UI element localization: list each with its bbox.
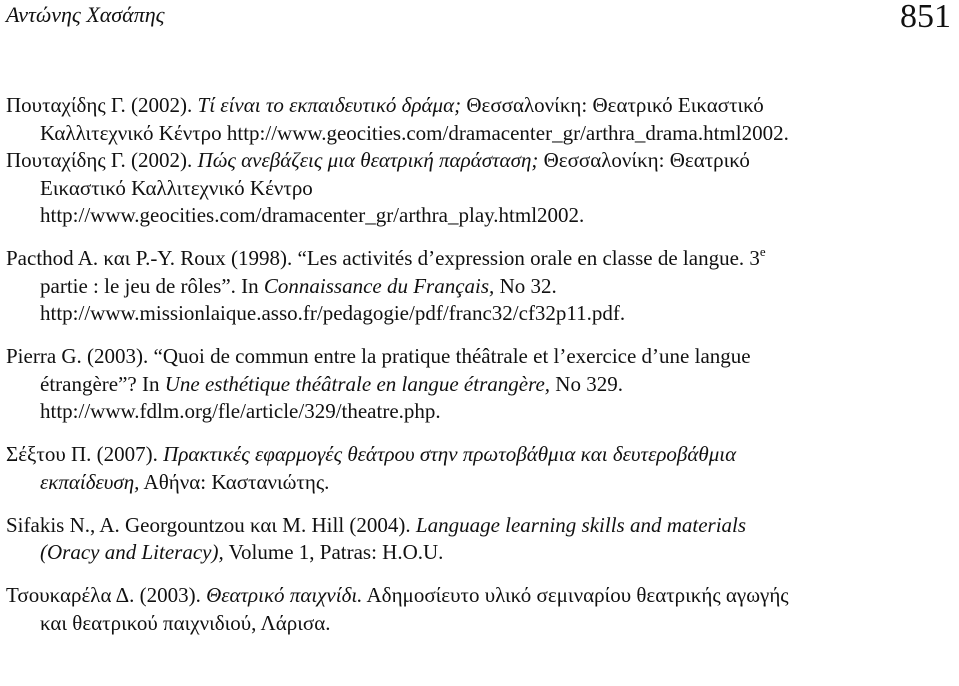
reference-list (6, 92, 951, 637)
ref-text: Αθήνα: Καστανιώτης. (139, 469, 330, 494)
ref-title: Θεατρικό παιχνίδι. (206, 583, 363, 607)
ref-text: Πουταχίδης Γ. (2002). (6, 148, 198, 172)
ref-title: Πώς ανεβάζεις μια θεατρική παράσταση; (197, 148, 539, 172)
ref-title: Connaissance du Français, (263, 273, 495, 298)
reference-poutachidis-drama (6, 92, 951, 147)
ref-text: και θεατρικού παιχνιδιού, Λάρισα. (40, 610, 331, 635)
ref-title: εκπαίδευση, (40, 469, 140, 494)
ref-text: Sifakis N., A. Georgountzou και M. Hill (2004). (6, 512, 416, 537)
ref-text: Θεσσαλονίκη: Θεατρικό Εικαστικό (461, 93, 764, 117)
ref-text: Pierra G. (2003). “Quoi de commun entre la pratique théâtrale et l’exercice d’une langue (6, 344, 751, 368)
running-header-author: Αντώνης Χασάπης (6, 2, 165, 27)
ref-text: Αδημοσίευτο υλικό σεμιναρίου θεατρικής αγωγής (362, 583, 789, 607)
ref-url: http://www.fdlm.org/fle/article/329/theatre.php. (40, 399, 441, 423)
reference-pierra (6, 343, 951, 426)
ref-text: Σέξτου Π. (2007). (6, 442, 164, 466)
ref-text: Εικαστικό Καλλιτεχνικό Κέντρο (40, 175, 313, 200)
ref-text: Τσουκαρέλα Δ. (2003). (6, 583, 207, 607)
reference-poutachidis-play (6, 147, 951, 230)
ref-title: Τί είναι το εκπαιδευτικό δράμα; (197, 93, 462, 117)
ref-text: No 329. (550, 371, 623, 396)
ref-title: Language learning skills and materials (415, 512, 747, 537)
ref-text: Θεσσαλονίκη: Θεατρικό (538, 148, 750, 172)
ref-title: Πρακτικές εφαρμογές θεάτρου στην πρωτοβάθμια και δευτεροβάθμια (163, 442, 737, 466)
ref-url: http://www.missionlaique.asso.fr/pedagogie/pdf/franc32/cf32p11.pdf. (40, 301, 626, 325)
ref-title: (Oracy and Literacy), (40, 540, 224, 564)
ref-text: étrangère”? In (40, 371, 165, 396)
ref-url: http://www.geocities.com/dramacenter_gr/arthra_play.html2002. (40, 203, 585, 227)
ref-text: partie : le jeu de rôles”. In (40, 273, 264, 298)
ref-text: Volume 1, Patras: H.O.U. (223, 540, 444, 564)
ref-text: Καλλιτεχνικό Κέντρο http://www.geocities.com/dramacenter_gr/arthra_drama.html2002. (40, 120, 789, 145)
ref-text: Pacthod A. και P.-Y. Roux (1998). “Les activités d’expression orale en classe de langue. 3 (6, 246, 760, 270)
reference-pacthod-roux (6, 245, 951, 328)
ref-title: Une esthétique théâtrale en langue étrangère, (164, 371, 551, 396)
ref-superscript: e (759, 244, 766, 259)
reference-sextou (6, 441, 951, 496)
reference-tsoukarela (6, 582, 951, 637)
ref-text: No 32. (494, 273, 557, 298)
reference-sifakis (6, 512, 951, 567)
page-number: 851 (900, 0, 951, 35)
ref-text: Πουταχίδης Γ. (2002). (6, 93, 198, 117)
